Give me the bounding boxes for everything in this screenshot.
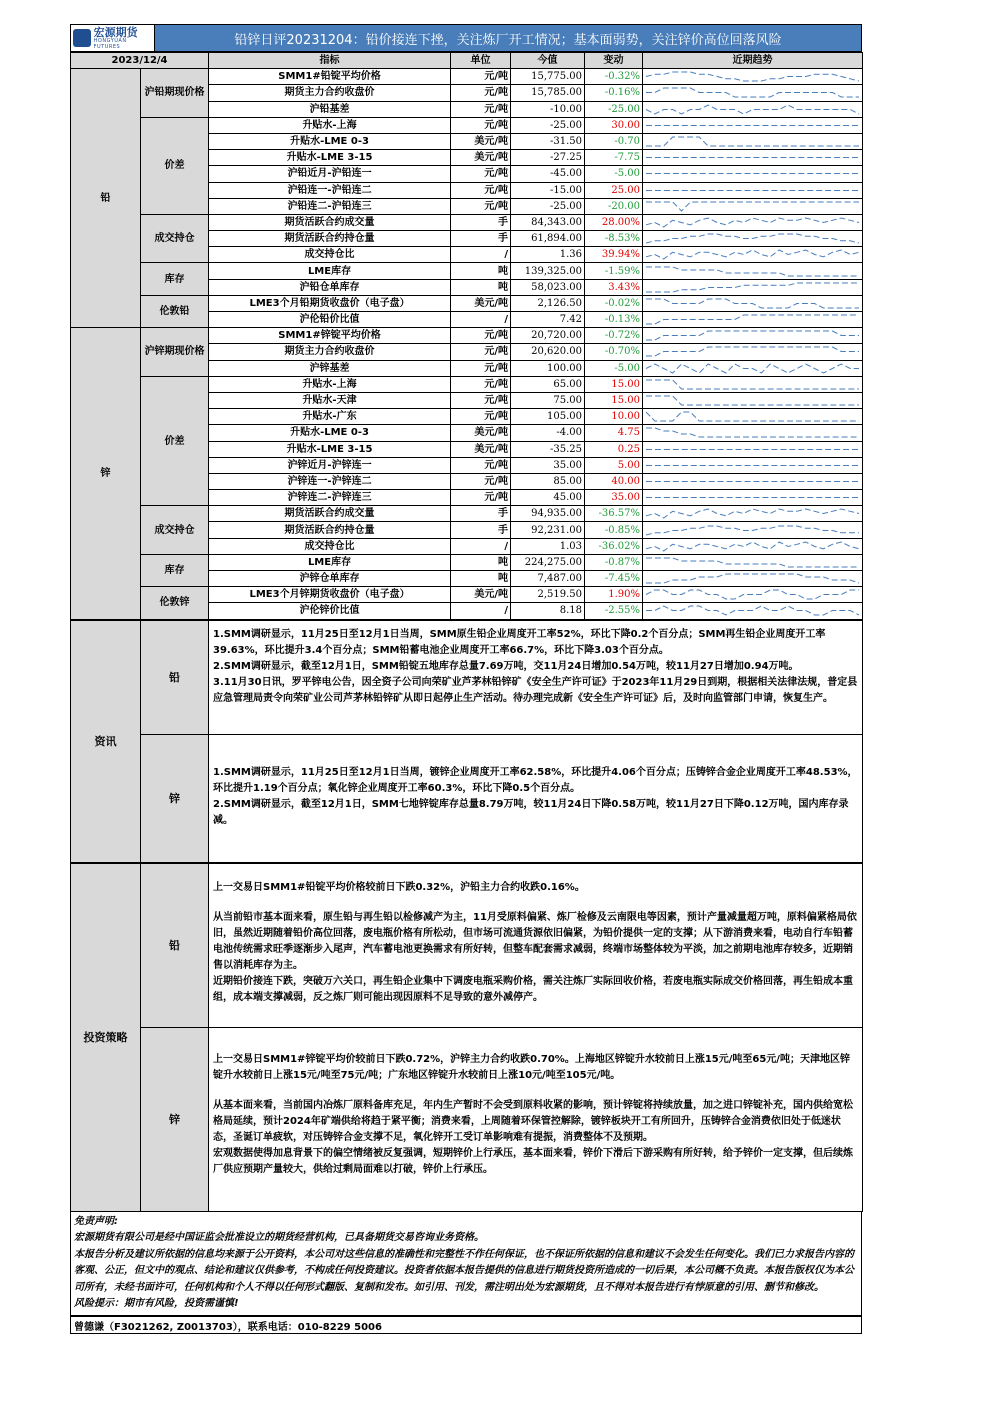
indicator-name: LME库存 <box>209 263 451 279</box>
trend-sparkline <box>643 522 863 538</box>
indicator-value: 45.00 <box>511 490 585 506</box>
trend-sparkline <box>643 295 863 311</box>
indicator-change: 28.00% <box>585 214 643 230</box>
indicator-value: -31.50 <box>511 133 585 149</box>
indicator-change: 15.00 <box>585 392 643 408</box>
indicator-change: -25.00 <box>585 101 643 117</box>
indicator-change: -0.85% <box>585 522 643 538</box>
indicator-unit: 元/吨 <box>451 85 511 101</box>
indicator-name: 升贴水-上海 <box>209 376 451 392</box>
indicator-unit: 手 <box>451 506 511 522</box>
indicator-change: -0.70% <box>585 344 643 360</box>
indicator-name: 沪锌连二-沪锌连三 <box>209 490 451 506</box>
indicator-value: 105.00 <box>511 409 585 425</box>
indicator-unit: 元/吨 <box>451 69 511 85</box>
indicator-value: 84,343.00 <box>511 214 585 230</box>
indicator-unit: / <box>451 538 511 554</box>
paragraph: 2.SMM调研显示，截至12月1日，SMM铅锭五地库存总量7.69万吨，交11月24日增加0.54万吨，较11月27日增加0.94万吨。 <box>213 660 799 672</box>
table-row <box>71 295 863 311</box>
news-category: 资讯 <box>71 620 141 862</box>
report-page <box>70 24 862 1334</box>
table-row <box>71 69 863 85</box>
logo-mark-icon <box>73 29 91 47</box>
indicator-change: -0.02% <box>585 295 643 311</box>
indicator-name: 成交持仓比 <box>209 538 451 554</box>
company-logo <box>71 25 155 51</box>
indicator-name: 沪铅连一-沪铅连二 <box>209 182 451 198</box>
indicator-name: 期货主力合约收盘价 <box>209 344 451 360</box>
header-today: 今值 <box>511 53 585 69</box>
indicator-name: 沪锌连一-沪锌连二 <box>209 473 451 489</box>
indicator-change: 5.00 <box>585 457 643 473</box>
news-lead-body <box>209 620 863 734</box>
indicator-unit: 元/吨 <box>451 101 511 117</box>
indicator-change: 39.94% <box>585 247 643 263</box>
indicator-name: 升贴水-LME 0-3 <box>209 133 451 149</box>
indicator-unit: 美元/吨 <box>451 295 511 311</box>
indicator-unit: 元/吨 <box>451 328 511 344</box>
indicator-name: 成交持仓比 <box>209 247 451 263</box>
indicator-change: -5.00 <box>585 360 643 376</box>
news-table <box>70 620 863 863</box>
indicator-name: 期货活跃合约成交量 <box>209 214 451 230</box>
trend-sparkline <box>643 263 863 279</box>
indicator-unit: 元/吨 <box>451 182 511 198</box>
group-label: 成交持仓 <box>141 214 209 263</box>
indicator-change: -36.57% <box>585 506 643 522</box>
indicator-value: 224,275.00 <box>511 554 585 570</box>
indicator-change: -36.02% <box>585 538 643 554</box>
trend-sparkline <box>643 69 863 85</box>
indicator-unit: / <box>451 247 511 263</box>
indicator-name: 沪铅连二-沪铅连三 <box>209 198 451 214</box>
indicator-unit: 吨 <box>451 279 511 295</box>
trend-sparkline <box>643 198 863 214</box>
news-zinc-label: 锌 <box>141 734 209 862</box>
indicator-change: -7.45% <box>585 571 643 587</box>
indicator-unit: 元/吨 <box>451 360 511 376</box>
indicator-name: 沪伦铅价比值 <box>209 312 451 328</box>
disclaimer-title: 免责声明: <box>74 1215 118 1227</box>
group-label: 沪锌期现价格 <box>141 328 209 377</box>
indicator-change: -0.70 <box>585 133 643 149</box>
indicator-name: 升贴水-LME 3-15 <box>209 441 451 457</box>
trend-sparkline <box>643 441 863 457</box>
indicator-value: -10.00 <box>511 101 585 117</box>
group-label: 伦敦锌 <box>141 587 209 619</box>
indicator-value: -4.00 <box>511 425 585 441</box>
table-row <box>71 263 863 279</box>
indicator-value: 1.36 <box>511 247 585 263</box>
indicator-unit: 美元/吨 <box>451 150 511 166</box>
indicator-value: -35.25 <box>511 441 585 457</box>
paragraph: 宏观数据使得加息背景下的偏空情绪被反复强调，短期锌价上行承压，基本面来看，锌价下滑后下游采购有所好转，给予锌价一定支撑，但后续炼厂供应预期产量较大，供给过剩局面难以打破，锌价上行承压。 <box>213 1147 853 1175</box>
trend-sparkline <box>643 457 863 473</box>
trend-sparkline <box>643 182 863 198</box>
disclaimer-lines <box>74 1230 858 1313</box>
indicator-change: -2.55% <box>585 603 643 619</box>
indicator-name: 沪伦锌价比值 <box>209 603 451 619</box>
indicator-change: -7.75 <box>585 150 643 166</box>
trend-sparkline <box>643 279 863 295</box>
indicator-unit: 元/吨 <box>451 409 511 425</box>
indicator-change: 0.25 <box>585 441 643 457</box>
indicator-value: 94,935.00 <box>511 506 585 522</box>
indicator-value: 65.00 <box>511 376 585 392</box>
indicator-change: 1.90% <box>585 587 643 603</box>
trend-sparkline <box>643 473 863 489</box>
indicator-value: -27.25 <box>511 150 585 166</box>
indicator-name: 升贴水-广东 <box>209 409 451 425</box>
indicator-change: 15.00 <box>585 376 643 392</box>
indicator-unit: / <box>451 312 511 328</box>
indicator-name: 期货活跃合约成交量 <box>209 506 451 522</box>
trend-sparkline <box>643 328 863 344</box>
indicator-value: 75.00 <box>511 392 585 408</box>
indicator-value: -25.00 <box>511 117 585 133</box>
table-header-row <box>71 53 863 69</box>
header-unit: 单位 <box>451 53 511 69</box>
indicator-name: LME3个月铅期货收盘价（电子盘） <box>209 295 451 311</box>
indicator-unit: 美元/吨 <box>451 425 511 441</box>
trend-sparkline <box>643 312 863 328</box>
trend-sparkline <box>643 117 863 133</box>
table-row <box>71 214 863 230</box>
indicator-value: -25.00 <box>511 198 585 214</box>
trend-sparkline <box>643 214 863 230</box>
paragraph: 从当前铅市基本面来看，原生铅与再生铅以检修减产为主，11月受原料偏紧、炼厂检修及云南限电等因素，预计产量减量超万吨，原料偏紧格局依旧，虽然近期随着铅价高位回落，废电瓶价格有所松动，但市场可流通货源依旧偏紧，为铅价提供一定的支撑；从下游消费来看，电动自行车铅蓄电池传统需求旺季逐渐步入尾声，汽车蓄电池更换需求有所好转，但整车配套需求减弱，终端市场整体较为平淡，加之前期电池库存较多，近期销售以消耗库存为主。 <box>213 911 857 971</box>
paragraph: 近期铅价接连下跌，突破万六关口，再生铅企业集中下调废电瓶采购价格，需关注炼厂实际回收价格，若废电瓶实际成交价格回落，再生铅成本重组，成本端支撑减弱，反之炼厂则可能出现因原料不足导致的意外减停产。 <box>213 975 853 1003</box>
trend-sparkline <box>643 392 863 408</box>
trend-sparkline <box>643 247 863 263</box>
indicator-name: LME3个月锌期货收盘价（电子盘） <box>209 587 451 603</box>
report-date: 2023/12/4 <box>71 53 209 69</box>
news-lead-label: 铅 <box>141 620 209 734</box>
indicator-unit: 元/吨 <box>451 117 511 133</box>
indicator-name: SMM1#铅锭平均价格 <box>209 69 451 85</box>
table-row <box>71 376 863 392</box>
trend-sparkline <box>643 506 863 522</box>
report-header <box>70 24 862 52</box>
paragraph: 上一交易日SMM1#锌锭平均价较前日下跌0.72%，沪锌主力合约收跌0.70%。上海地区锌锭升水较前日上涨15元/吨至65元/吨；天津地区锌锭升水较前日上涨15元/吨至75元/吨；广东地区锌锭升水较前日上涨10元/吨至105元/吨。 <box>213 1053 850 1081</box>
strategy-lead-body <box>209 863 863 1027</box>
strategy-zinc-body <box>209 1027 863 1211</box>
indicator-change: 25.00 <box>585 182 643 198</box>
indicator-unit: 美元/吨 <box>451 441 511 457</box>
section-category: 铅 <box>71 69 141 328</box>
logo-text-en: HONGYUAN FUTURES <box>93 37 127 50</box>
logo-text-cn: 宏源期货 <box>93 25 138 39</box>
group-label: 价差 <box>141 117 209 214</box>
indicator-change: 40.00 <box>585 473 643 489</box>
indicator-unit: 吨 <box>451 571 511 587</box>
group-label: 库存 <box>141 263 209 295</box>
indicator-value: 2,519.50 <box>511 587 585 603</box>
trend-sparkline <box>643 425 863 441</box>
indicator-unit: / <box>451 603 511 619</box>
disclaimer <box>70 1212 862 1316</box>
indicator-change: -0.16% <box>585 85 643 101</box>
trend-sparkline <box>643 571 863 587</box>
trend-sparkline <box>643 490 863 506</box>
trend-sparkline <box>643 101 863 117</box>
indicator-change: -0.72% <box>585 328 643 344</box>
trend-sparkline <box>643 376 863 392</box>
table-row <box>71 587 863 603</box>
trend-sparkline <box>643 166 863 182</box>
trend-sparkline <box>643 603 863 619</box>
group-label: 价差 <box>141 376 209 506</box>
trend-sparkline <box>643 538 863 554</box>
trend-sparkline <box>643 554 863 570</box>
indicator-name: 沪铅仓单库存 <box>209 279 451 295</box>
trend-sparkline <box>643 231 863 247</box>
header-indicator: 指标 <box>209 53 451 69</box>
strategy-lead-label: 铅 <box>141 863 209 1027</box>
news-zinc-body <box>209 734 863 862</box>
indicator-name: 沪锌基差 <box>209 360 451 376</box>
indicator-unit: 吨 <box>451 263 511 279</box>
table-row <box>71 554 863 570</box>
indicator-change: -0.13% <box>585 312 643 328</box>
indicator-name: 期货主力合约收盘价 <box>209 85 451 101</box>
indicator-change: -8.53% <box>585 231 643 247</box>
indicator-change: 3.43% <box>585 279 643 295</box>
indicator-unit: 元/吨 <box>451 490 511 506</box>
indicator-name: LME库存 <box>209 554 451 570</box>
indicator-change: 30.00 <box>585 117 643 133</box>
trend-sparkline <box>643 360 863 376</box>
indicator-unit: 手 <box>451 214 511 230</box>
indicator-change: 4.75 <box>585 425 643 441</box>
header-trend: 近期趋势 <box>643 53 863 69</box>
indicator-value: 85.00 <box>511 473 585 489</box>
table-row <box>71 506 863 522</box>
indicator-unit: 元/吨 <box>451 473 511 489</box>
trend-sparkline <box>643 85 863 101</box>
indicator-value: 20,620.00 <box>511 344 585 360</box>
indicator-unit: 手 <box>451 522 511 538</box>
trend-sparkline <box>643 344 863 360</box>
indicator-name: 升贴水-天津 <box>209 392 451 408</box>
indicator-table <box>70 52 863 620</box>
indicator-value: 100.00 <box>511 360 585 376</box>
indicator-value: -45.00 <box>511 166 585 182</box>
indicator-name: 升贴水-LME 0-3 <box>209 425 451 441</box>
indicator-value: 8.18 <box>511 603 585 619</box>
indicator-value: 61,894.00 <box>511 231 585 247</box>
paragraph: 宏源期货有限公司是经中国证监会批准设立的期货经营机构，已具备期货交易咨询业务资格。 <box>74 1232 484 1244</box>
report-title: 铅锌日评20231204：铅价接连下挫，关注炼厂开工情况；基本面弱势，关注锌价高位回落风险 <box>234 32 782 48</box>
indicator-change: 10.00 <box>585 409 643 425</box>
paragraph: 风险提示：期市有风险，投资需谨慎! <box>74 1298 239 1310</box>
paragraph: 从基本面来看，当前国内冶炼厂原料备库充足，年内生产暂时不会受到原料收紧的影响，预计锌锭将持续放量，加之进口锌锭补充，国内供给宽松格局延续，预计2024年矿端供给将趋于紧平衡；消费来看，上周随着环保管控解除，镀锌板块开工有所回升，压铸锌合金消费依旧处于低迷状态，圣诞订单疲软，对压铸锌合金支撑不足，氧化锌开工受订单影响难有提振，消费整体不及预期。 <box>213 1099 853 1143</box>
paragraph: 1.SMM调研显示，11月25日至12月1日当周，镀锌企业周度开工率62.58%，环比提升4.06个百分点；压铸锌合金企业周度开工率48.53%，环比提升1.19个百分点；氧化锌企业周度开工率60.3%，环比下降0.5个百分点。 <box>213 766 858 794</box>
indicator-value: -15.00 <box>511 182 585 198</box>
indicator-change: -5.00 <box>585 166 643 182</box>
indicator-unit: 元/吨 <box>451 457 511 473</box>
indicator-change: -1.59% <box>585 263 643 279</box>
indicator-value: 139,325.00 <box>511 263 585 279</box>
indicator-name: SMM1#锌锭平均价格 <box>209 328 451 344</box>
indicator-value: 7,487.00 <box>511 571 585 587</box>
indicator-unit: 吨 <box>451 554 511 570</box>
contact-line: 曾德谦（F3021262, Z0013703），联系电话：010-8229 5006 <box>70 1316 862 1334</box>
indicator-change: -0.87% <box>585 554 643 570</box>
group-label: 成交持仓 <box>141 506 209 555</box>
indicator-unit: 手 <box>451 231 511 247</box>
table-row <box>71 328 863 344</box>
group-label: 库存 <box>141 554 209 586</box>
paragraph: 上一交易日SMM1#铅锭平均价格较前日下跌0.32%，沪铅主力合约收跌0.16%。 <box>213 881 585 893</box>
paragraph: 1.SMM调研显示，11月25日至12月1日当周，SMM原生铅企业周度开工率52%，环比下降0.2个百分点；SMM再生铅企业周度开工率39.63%，环比提升3.4个百分点；SMM铅蓄电池企业周度开工率66.7%，环比下降3.03个百分点。 <box>213 628 826 656</box>
indicator-unit: 美元/吨 <box>451 587 511 603</box>
indicator-name: 期货活跃合约持仓量 <box>209 231 451 247</box>
strategy-category: 投资策略 <box>71 863 141 1211</box>
indicator-name: 沪铅近月-沪铅连一 <box>209 166 451 182</box>
indicator-change: -20.00 <box>585 198 643 214</box>
indicator-name: 沪锌近月-沪锌连一 <box>209 457 451 473</box>
strategy-table <box>70 863 863 1212</box>
indicator-change: 35.00 <box>585 490 643 506</box>
group-label: 沪铅期现价格 <box>141 69 209 118</box>
table-row <box>71 117 863 133</box>
indicator-unit: 元/吨 <box>451 344 511 360</box>
indicator-name: 升贴水-LME 3-15 <box>209 150 451 166</box>
indicator-value: 35.00 <box>511 457 585 473</box>
trend-sparkline <box>643 133 863 149</box>
indicator-value: 92,231.00 <box>511 522 585 538</box>
indicator-name: 期货活跃合约持仓量 <box>209 522 451 538</box>
header-change: 变动 <box>585 53 643 69</box>
indicator-change: -0.32% <box>585 69 643 85</box>
strategy-zinc-label: 锌 <box>141 1027 209 1211</box>
section-category: 锌 <box>71 328 141 619</box>
indicator-value: 2,126.50 <box>511 295 585 311</box>
trend-sparkline <box>643 150 863 166</box>
indicator-unit: 元/吨 <box>451 198 511 214</box>
indicator-value: 7.42 <box>511 312 585 328</box>
paragraph: 本报告分析及建议所依据的信息均来源于公开资料，本公司对这些信息的准确性和完整性不作任何保证，也不保证所依据的信息和建议不会发生任何变化。我们已力求报告内容的客观、公正，但文中的观点、结论和建议仅供参考，不构成任何投资建议。投资者依据本报告提供的信息进行期货投资所造成的一切后果，本公司概不负责。本报告版权仅为本公司所有，未经书面许可，任何机构和个人不得以任何形式翻版、复制和发布。如引用、刊发，需注明出处为宏源期货，且不得对本报告进行有悖原意的引用、删节和修改。 <box>74 1248 854 1293</box>
indicator-value: 15,775.00 <box>511 69 585 85</box>
indicator-name: 沪锌仓单库存 <box>209 571 451 587</box>
indicator-name: 升贴水-上海 <box>209 117 451 133</box>
indicator-unit: 美元/吨 <box>451 133 511 149</box>
trend-sparkline <box>643 587 863 603</box>
indicator-value: 58,023.00 <box>511 279 585 295</box>
paragraph: 3.11月30日讯，罗平锌电公告，因全资子公司向荣矿业芦茅林铅锌矿《安全生产许可证》于2023年11月29日到期，根据相关法律法规，普定县应急管理局责令向荣矿业公司芦茅林铅锌矿从即日起停止生产活动。待办理完成新《安全生产许可证》后，及时向监管部门申请，恢复生产。 <box>213 676 858 704</box>
indicator-unit: 元/吨 <box>451 376 511 392</box>
group-label: 伦敦铅 <box>141 295 209 327</box>
indicator-value: 15,785.00 <box>511 85 585 101</box>
indicator-value: 20,720.00 <box>511 328 585 344</box>
indicator-value: 1.03 <box>511 538 585 554</box>
trend-sparkline <box>643 409 863 425</box>
indicator-unit: 元/吨 <box>451 166 511 182</box>
indicator-name: 沪铅基差 <box>209 101 451 117</box>
indicator-unit: 元/吨 <box>451 392 511 408</box>
paragraph: 2.SMM调研显示，截至12月1日，SMM七地锌锭库存总量8.79万吨，较11月24日下降0.58万吨，较11月27日下降0.12万吨，国内库存录减。 <box>213 798 849 826</box>
